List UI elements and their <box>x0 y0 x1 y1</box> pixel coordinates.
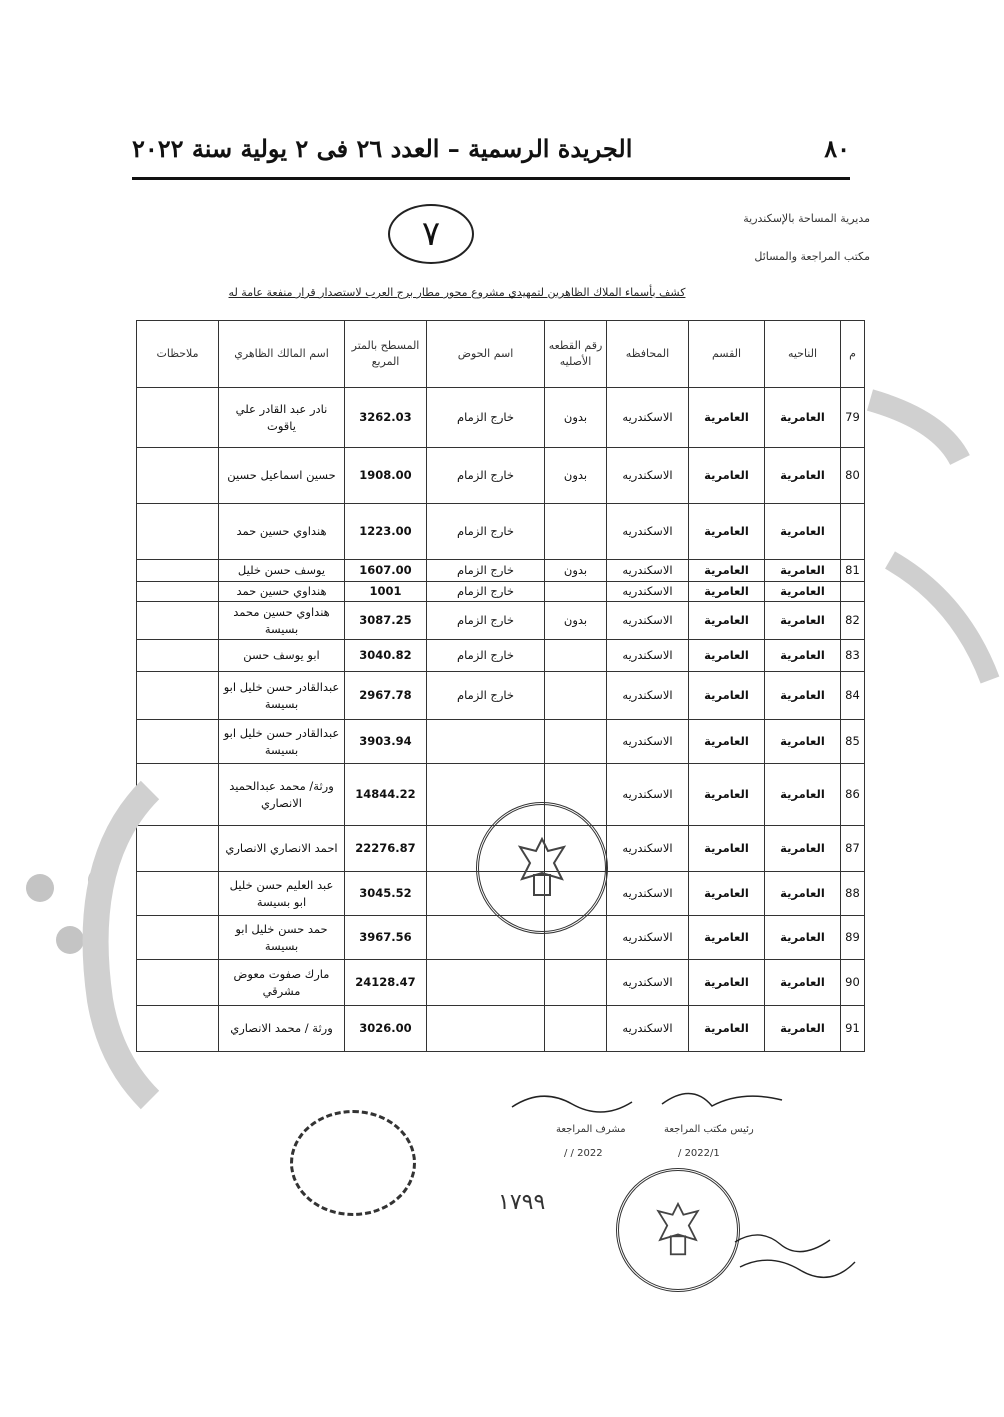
cell-section: العامرية <box>689 960 765 1006</box>
cell-area: 3040.82 <box>345 640 427 672</box>
cell-num: 84 <box>841 672 865 720</box>
cell-governorate: الاسكندريه <box>607 602 689 640</box>
cell-area: 3967.56 <box>345 916 427 960</box>
cell-governorate: الاسكندريه <box>607 1006 689 1052</box>
cell-notes <box>137 640 219 672</box>
cell-parcel <box>545 504 607 560</box>
cell-area: 3087.25 <box>345 602 427 640</box>
cell-notes <box>137 764 219 826</box>
table-row <box>137 960 865 1006</box>
cell-num: 90 <box>841 960 865 1006</box>
header-rule <box>132 177 850 180</box>
cell-parcel <box>545 1006 607 1052</box>
table-row <box>137 720 865 764</box>
cell-basin: خارج الزمام <box>427 448 545 504</box>
header-section: القسم <box>689 321 765 388</box>
cell-district: العامرية <box>765 582 841 602</box>
cell-num: 91 <box>841 1006 865 1052</box>
cell-area: 1001 <box>345 582 427 602</box>
table-row <box>137 388 865 448</box>
cell-num: 82 <box>841 602 865 640</box>
circled-number: ٧ <box>388 204 474 264</box>
cell-area: 24128.47 <box>345 960 427 1006</box>
cell-notes <box>137 672 219 720</box>
header-governorate: المحافظه <box>607 321 689 388</box>
cell-num: 80 <box>841 448 865 504</box>
cell-num <box>841 504 865 560</box>
cell-num: 81 <box>841 560 865 582</box>
cell-notes <box>137 960 219 1006</box>
cell-district: العامرية <box>765 916 841 960</box>
cell-area: 1607.00 <box>345 560 427 582</box>
cell-section: العامرية <box>689 826 765 872</box>
cell-area: 22276.87 <box>345 826 427 872</box>
cell-section: العامرية <box>689 582 765 602</box>
reviewer-label: مشرف المراجعة <box>556 1124 626 1135</box>
header-owner: اسم المالك الظاهري <box>219 321 345 388</box>
cell-parcel: بدون <box>545 448 607 504</box>
cell-district: العامرية <box>765 1006 841 1052</box>
cell-notes <box>137 602 219 640</box>
page-number: ٨٠ <box>824 133 850 163</box>
cell-area: 3262.03 <box>345 388 427 448</box>
owners-table <box>136 320 865 1052</box>
cell-parcel: بدون <box>545 602 607 640</box>
table-row <box>137 1006 865 1052</box>
eagle-emblem-icon-2 <box>651 1198 705 1262</box>
cell-basin: خارج الزمام <box>427 602 545 640</box>
header-area: المسطح بالمتر المربع <box>345 321 427 388</box>
table-header-row <box>137 321 865 388</box>
cell-governorate: الاسكندريه <box>607 560 689 582</box>
cell-notes <box>137 720 219 764</box>
page-header <box>132 128 850 168</box>
cell-section: العامرية <box>689 640 765 672</box>
cell-governorate: الاسكندريه <box>607 582 689 602</box>
cell-num: 88 <box>841 872 865 916</box>
cell-parcel <box>545 672 607 720</box>
table-row <box>137 640 865 672</box>
cell-notes <box>137 1006 219 1052</box>
cell-district: العامرية <box>765 720 841 764</box>
handwritten-number: ١٧٩٩ <box>498 1190 546 1215</box>
cell-basin <box>427 960 545 1006</box>
head-label: رئيس مكتب المراجعة <box>664 1124 754 1135</box>
document-title: كشف بأسماء الملاك الظاهرين لتمهيدي مشروع محور مطار برج العرب لاستصدار قرار منفعة عامة له <box>228 286 686 299</box>
cell-governorate: الاسكندريه <box>607 448 689 504</box>
header-district: الناحيه <box>765 321 841 388</box>
cell-owner: عبدالقادر حسن خليل ابو بسيسة <box>219 672 345 720</box>
cell-parcel: بدون <box>545 388 607 448</box>
table-row <box>137 448 865 504</box>
cell-notes <box>137 388 219 448</box>
cell-num: 89 <box>841 916 865 960</box>
cell-district: العامرية <box>765 388 841 448</box>
cell-basin: خارج الزمام <box>427 504 545 560</box>
signature-scribble <box>502 1082 802 1122</box>
table-row <box>137 672 865 720</box>
cell-district: العامرية <box>765 672 841 720</box>
cell-num: 85 <box>841 720 865 764</box>
cell-notes <box>137 582 219 602</box>
header-basin: اسم الحوض <box>427 321 545 388</box>
cell-governorate: الاسكندريه <box>607 960 689 1006</box>
cell-district: العامرية <box>765 504 841 560</box>
header-num: م <box>841 321 865 388</box>
cell-governorate: الاسكندريه <box>607 764 689 826</box>
cell-district: العامرية <box>765 764 841 826</box>
cell-section: العامرية <box>689 560 765 582</box>
cell-owner: حمد حسن خليل ابو بسيسة <box>219 916 345 960</box>
cell-owner: احمد الانصاري الانصاري <box>219 826 345 872</box>
cell-owner: حسين اسماعيل حسين <box>219 448 345 504</box>
seal-stamp-bottom <box>616 1168 740 1292</box>
cell-area: 3026.00 <box>345 1006 427 1052</box>
cell-num: 83 <box>841 640 865 672</box>
cell-owner: ورثة / محمد الانصاري <box>219 1006 345 1052</box>
cell-section: العامرية <box>689 720 765 764</box>
date-1: 2022 / / <box>564 1148 603 1159</box>
cell-section: العامرية <box>689 602 765 640</box>
cell-owner: هنداوي حسين حمد <box>219 504 345 560</box>
office-line-2: مكتب المراجعة والمسائل <box>754 250 870 263</box>
cell-owner: هنداوي حسين محمد بسيسة <box>219 602 345 640</box>
cell-section: العامرية <box>689 872 765 916</box>
cell-basin: خارج الزمام <box>427 672 545 720</box>
cell-owner: يوسف حسن خليل <box>219 560 345 582</box>
cell-num <box>841 582 865 602</box>
cell-num: 86 <box>841 764 865 826</box>
cell-area: 3045.52 <box>345 872 427 916</box>
cell-governorate: الاسكندريه <box>607 640 689 672</box>
cell-notes <box>137 560 219 582</box>
cell-basin <box>427 720 545 764</box>
header-notes: ملاحظات <box>137 321 219 388</box>
cell-district: العامرية <box>765 826 841 872</box>
table-row <box>137 560 865 582</box>
cell-governorate: الاسكندريه <box>607 916 689 960</box>
cell-section: العامرية <box>689 1006 765 1052</box>
cell-owner: ورثة/ محمد عبدالحميد الانصاري <box>219 764 345 826</box>
scanned-document <box>130 192 870 1302</box>
cell-basin: خارج الزمام <box>427 560 545 582</box>
cell-num: 79 <box>841 388 865 448</box>
table-row <box>137 916 865 960</box>
office-line-1: مديرية المساحة بالإسكندرية <box>743 212 870 225</box>
cell-parcel <box>545 960 607 1006</box>
cell-owner: عبد العليم حسن خليل ابو بسيسة <box>219 872 345 916</box>
header-title: الجريدة الرسمية – العدد ٢٦ فى ٢ يولية سنة ٢٠٢٢ <box>132 133 633 163</box>
cell-governorate: الاسكندريه <box>607 826 689 872</box>
cell-basin: خارج الزمام <box>427 582 545 602</box>
cell-district: العامرية <box>765 448 841 504</box>
cell-area: 1223.00 <box>345 504 427 560</box>
cell-basin <box>427 1006 545 1052</box>
cell-notes <box>137 872 219 916</box>
cell-owner: هنداوي حسين حمد <box>219 582 345 602</box>
cell-area: 2967.78 <box>345 672 427 720</box>
cell-notes <box>137 504 219 560</box>
eagle-emblem-icon <box>512 833 572 903</box>
cell-notes <box>137 448 219 504</box>
cell-owner: نادر عبد القادر علي ياقوت <box>219 388 345 448</box>
cell-owner: ابو يوسف حسن <box>219 640 345 672</box>
cell-governorate: الاسكندريه <box>607 504 689 560</box>
cell-owner: عبدالقادر حسن خليل ابو بسيسة <box>219 720 345 764</box>
table-row <box>137 504 865 560</box>
cell-parcel <box>545 720 607 764</box>
cell-section: العامرية <box>689 448 765 504</box>
cell-governorate: الاسكندريه <box>607 388 689 448</box>
seal-stamp-center <box>476 802 608 934</box>
header-parcel: رقم القطعه الأصليه <box>545 321 607 388</box>
cell-parcel: بدون <box>545 560 607 582</box>
cell-governorate: الاسكندريه <box>607 872 689 916</box>
cell-section: العامرية <box>689 504 765 560</box>
cell-area: 14844.22 <box>345 764 427 826</box>
cell-governorate: الاسكندريه <box>607 720 689 764</box>
cell-section: العامرية <box>689 916 765 960</box>
cell-owner: مارك صفوت معوض مشرقي <box>219 960 345 1006</box>
cell-basin: خارج الزمام <box>427 640 545 672</box>
table-row <box>137 602 865 640</box>
cell-governorate: الاسكندريه <box>607 672 689 720</box>
cell-notes <box>137 826 219 872</box>
table-row <box>137 582 865 602</box>
cell-section: العامرية <box>689 388 765 448</box>
cell-district: العامرية <box>765 560 841 582</box>
cell-district: العامرية <box>765 640 841 672</box>
cell-parcel <box>545 640 607 672</box>
cell-district: العامرية <box>765 602 841 640</box>
cell-parcel <box>545 582 607 602</box>
cell-basin: خارج الزمام <box>427 388 545 448</box>
signature-scribble-2 <box>730 1222 860 1282</box>
date-2: 2022/1 / <box>678 1148 720 1159</box>
cell-area: 1908.00 <box>345 448 427 504</box>
cell-section: العامرية <box>689 764 765 826</box>
cell-notes <box>137 916 219 960</box>
cell-district: العامرية <box>765 872 841 916</box>
cell-section: العامرية <box>689 672 765 720</box>
cell-district: العامرية <box>765 960 841 1006</box>
seal-stamp-left <box>290 1110 416 1216</box>
cell-area: 3903.94 <box>345 720 427 764</box>
cell-num: 87 <box>841 826 865 872</box>
